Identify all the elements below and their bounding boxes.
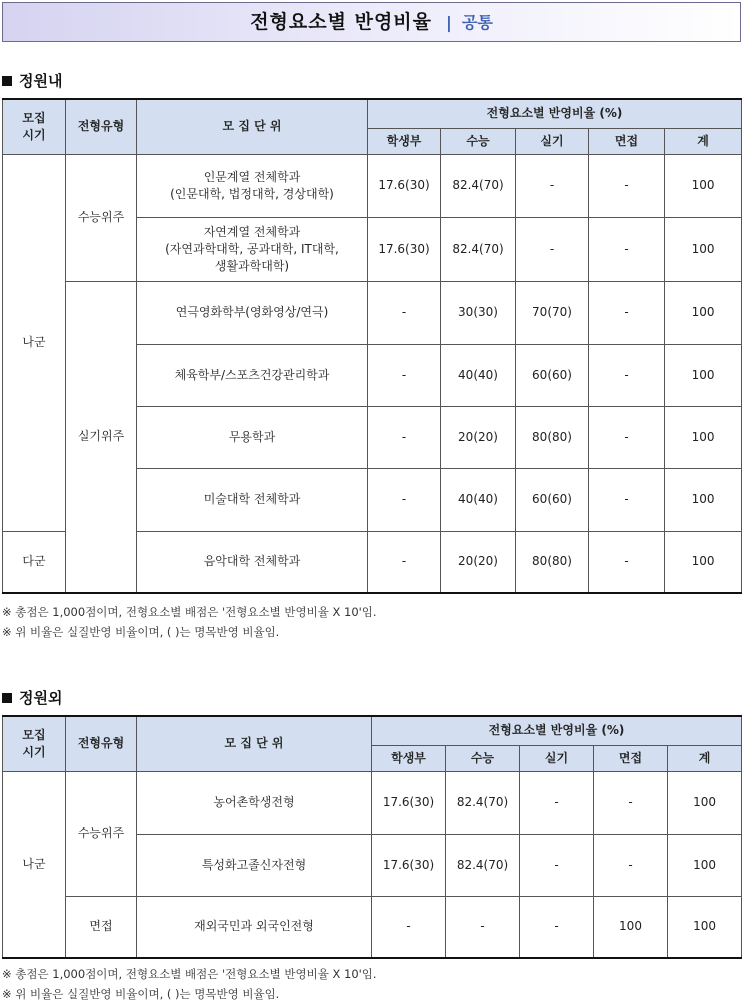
supernumerary-admission-table [2,715,742,959]
value-cell: 100 [665,217,742,281]
value-cell: 100 [665,281,742,344]
unit-cell: 무용학과 [137,406,368,468]
value-cell: 82.4(70) [446,771,520,834]
value-cell: 100 [665,406,742,468]
value-cell: - [446,896,520,958]
header-period: 모집 시기 [3,716,66,771]
unit-cell: 체육학부/스포츠건강관리학과 [137,344,368,406]
page-title: 전형요소별 반영비율 [250,11,433,33]
value-cell: 82.4(70) [441,154,516,217]
value-cell: 20(20) [441,531,516,593]
title-separator: | [446,13,452,32]
value-cell: - [594,771,668,834]
footnote: ※ 총점은 1,000점이며, 전형요소별 배점은 '전형요소별 반영비율 X 10'임. [2,967,377,981]
header-ratio: 전형요소별 반영비율 (%) [372,716,742,745]
value-cell: - [589,344,665,406]
regular-admission-table [2,98,742,594]
unit-cell: 인문계열 전체학과 (인문대학, 법정대학, 경상대학) [137,154,368,217]
header-col: 면접 [589,128,665,154]
header-ratio: 전형요소별 반영비율 (%) [368,99,742,128]
value-cell: - [368,406,441,468]
unit-cell: 특성화고졸신자전형 [137,834,372,896]
unit-cell: 음악대학 전체학과 [137,531,368,593]
unit-cell: 농어촌학생전형 [137,771,372,834]
footnote: ※ 위 비율은 실질반영 비율이며, ( )는 명목반영 비율임. [2,987,280,1001]
value-cell: - [516,154,589,217]
header-col: 실기 [520,745,594,771]
value-cell: - [520,896,594,958]
header-col: 면접 [594,745,668,771]
unit-cell: 자연계열 전체학과 (자연과학대학, 공과대학, IT대학, 생활과학대학) [137,217,368,281]
header-col: 계 [665,128,742,154]
value-cell: 80(80) [516,406,589,468]
group-interview: 면접 [66,896,137,958]
header-col: 학생부 [372,745,446,771]
square-bullet-icon [2,693,12,703]
header-col: 실기 [516,128,589,154]
section-heading-regular [2,70,62,91]
value-cell: 20(20) [441,406,516,468]
header-col: 계 [668,745,742,771]
unit-cell: 미술대학 전체학과 [137,468,368,531]
section-heading-text: 정원내 [19,72,63,90]
value-cell: 80(80) [516,531,589,593]
header-unit: 모 집 단 위 [137,716,372,771]
unit-cell: 연극영화학부(영화영상/연극) [137,281,368,344]
group-nagun: 나군 [3,154,66,531]
value-cell: 82.4(70) [446,834,520,896]
value-cell: - [368,281,441,344]
value-cell: - [589,154,665,217]
value-cell: - [589,406,665,468]
value-cell: - [589,281,665,344]
value-cell: 17.6(30) [372,834,446,896]
header-col: 학생부 [368,128,441,154]
header-unit: 모 집 단 위 [137,99,368,154]
value-cell: 82.4(70) [441,217,516,281]
header-type: 전형유형 [66,99,137,154]
header-period: 모집 시기 [3,99,66,154]
value-cell: 30(30) [441,281,516,344]
value-cell: 100 [668,896,742,958]
header-col: 수능 [441,128,516,154]
value-cell: 100 [665,468,742,531]
value-cell: 60(60) [516,344,589,406]
footnote: ※ 위 비율은 실질반영 비율이며, ( )는 명목반영 비율임. [2,625,280,639]
group-nagun: 나군 [3,771,66,958]
group-dagun: 다군 [3,531,66,593]
footnote: ※ 총점은 1,000점이며, 전형요소별 배점은 '전형요소별 반영비율 X 10'임. [2,605,377,619]
page-title-bar [2,2,741,42]
value-cell: - [368,468,441,531]
value-cell: 100 [668,834,742,896]
value-cell: 100 [668,771,742,834]
value-cell: - [589,217,665,281]
value-cell: - [368,344,441,406]
value-cell: - [520,834,594,896]
value-cell: - [520,771,594,834]
value-cell: 100 [665,344,742,406]
value-cell: - [589,531,665,593]
page-subtitle: 공통 [461,13,493,32]
unit-cell: 재외국민과 외국인전형 [137,896,372,958]
header-type: 전형유형 [66,716,137,771]
value-cell: - [594,834,668,896]
value-cell: 60(60) [516,468,589,531]
section-heading-supernumerary [2,687,62,708]
group-suneung: 수능위주 [66,154,137,281]
value-cell: - [516,217,589,281]
group-suneung: 수능위주 [66,771,137,896]
square-bullet-icon [2,76,12,86]
value-cell: 100 [665,154,742,217]
group-silgi: 실기위주 [66,281,137,593]
value-cell: 17.6(30) [368,217,441,281]
value-cell: 17.6(30) [368,154,441,217]
value-cell: 70(70) [516,281,589,344]
value-cell: - [368,531,441,593]
value-cell: 100 [665,531,742,593]
value-cell: 100 [594,896,668,958]
section-heading-text: 정원외 [19,689,63,707]
value-cell: 40(40) [441,344,516,406]
value-cell: 17.6(30) [372,771,446,834]
value-cell: - [589,468,665,531]
value-cell: - [372,896,446,958]
value-cell: 40(40) [441,468,516,531]
header-col: 수능 [446,745,520,771]
